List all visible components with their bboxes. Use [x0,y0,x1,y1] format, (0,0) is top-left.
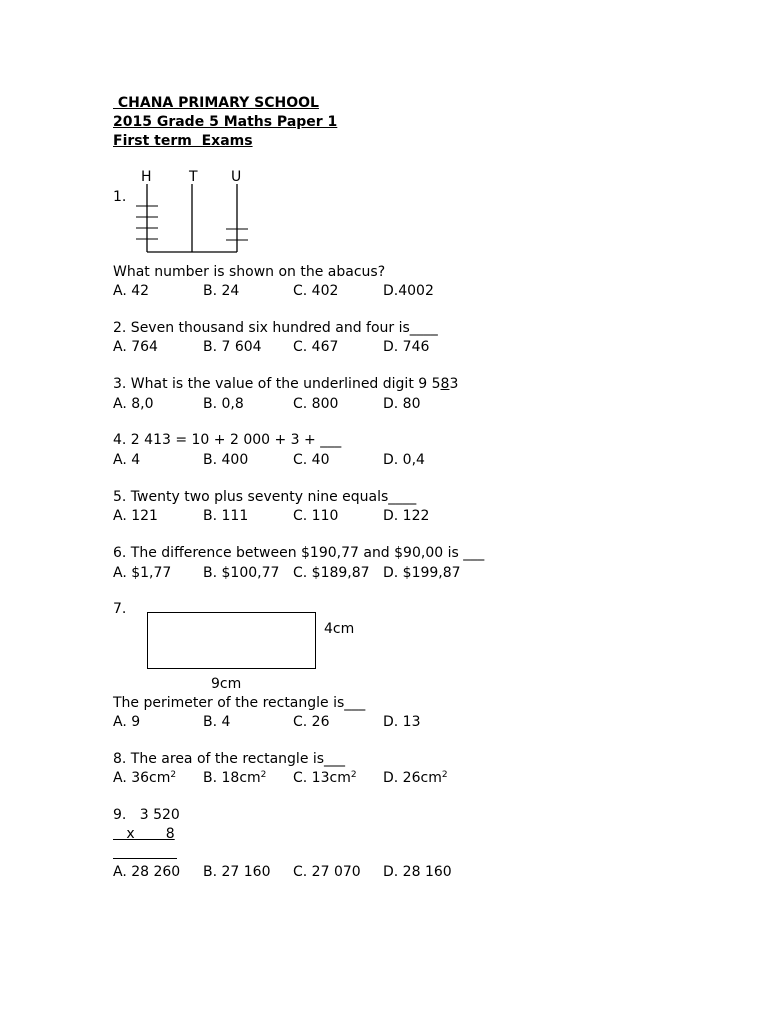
q5-option-b[interactable]: B. 111 [203,508,249,524]
q7-option-a[interactable]: A. 9 [113,714,141,730]
exam-term: First term Exams [113,133,253,149]
rectangle-diagram [147,612,316,669]
q8-option-c-sup: 2 [350,770,357,780]
abacus-label-tens: T [189,169,198,185]
rectangle-height-label: 4cm [324,621,355,637]
q3-question-text: 3. What is the value of the underlined digit 9 5 [113,376,441,392]
q9-option-b[interactable]: B. 27 160 [203,864,271,880]
q9-option-a[interactable]: A. 28 260 [113,864,181,880]
q1-option-c[interactable]: C. 402 [293,283,339,299]
q3-question [113,375,458,393]
q5-option-d[interactable]: D. 122 [383,508,430,524]
q8-option-a-sup: 2 [170,770,177,780]
q2-option-d[interactable]: D. 746 [383,339,430,355]
abacus-diagram [130,168,260,258]
q8-option-c-text: C. 13cm [293,770,351,786]
q4-option-c[interactable]: C. 40 [293,452,330,468]
q4-question: 4. 2 413 = 10 + 2 000 + 3 + ___ [113,432,342,448]
q3-option-d[interactable]: D. 80 [383,396,421,412]
q8-option-a-text: A. 36cm [113,770,171,786]
q2-option-c[interactable]: C. 467 [293,339,339,355]
q3-question-end: 3 [449,376,459,392]
q8-option-d-sup: 2 [441,770,448,780]
q8-option-b[interactable] [203,769,266,787]
q6-option-a[interactable]: A. $1,77 [113,565,172,581]
q9-option-d[interactable]: D. 28 160 [383,864,452,880]
q7-option-b[interactable]: B. 4 [203,714,231,730]
q5-option-a[interactable]: A. 121 [113,508,158,524]
q3-option-b[interactable]: B. 0,8 [203,396,244,412]
q9-multiplicand: 9. 3 520 [113,807,180,823]
q1-option-a[interactable]: A. 42 [113,283,150,299]
q5-question: 5. Twenty two plus seventy nine equals____ [113,489,417,505]
q3-option-c[interactable]: C. 800 [293,396,339,412]
q7-number: 7. [113,601,127,617]
q9-multiplier: x 8 [113,826,175,842]
q8-option-c[interactable] [293,769,357,787]
q8-option-d-text: D. 26cm [383,770,442,786]
abacus-label-hundreds: H [141,169,152,185]
q9-option-c[interactable]: C. 27 070 [293,864,361,880]
q9-answer-line [113,858,177,859]
q1-number: 1. [113,189,127,205]
q4-option-a[interactable]: A. 4 [113,452,141,468]
q2-question: 2. Seven thousand six hundred and four is____ [113,320,438,336]
q2-option-a[interactable]: A. 764 [113,339,158,355]
q6-question: 6. The difference between $190,77 and $90,00 is ___ [113,545,485,561]
rectangle-width-label: 9cm [211,676,242,692]
q4-option-d[interactable]: D. 0,4 [383,452,425,468]
q1-option-b[interactable]: B. 24 [203,283,240,299]
q8-option-a[interactable] [113,769,176,787]
q4-option-b[interactable]: B. 400 [203,452,249,468]
q7-option-c[interactable]: C. 26 [293,714,330,730]
q6-option-b[interactable]: B. $100,77 [203,565,280,581]
q8-option-b-text: B. 18cm [203,770,261,786]
abacus-frame [130,168,260,258]
q3-underlined-digit: 8 [440,376,450,392]
school-name: CHANA PRIMARY SCHOOL [113,95,319,111]
q1-question: What number is shown on the abacus? [113,264,386,280]
q8-question: 8. The area of the rectangle is___ [113,751,346,767]
q3-option-a[interactable]: A. 8,0 [113,396,154,412]
q7-option-d[interactable]: D. 13 [383,714,421,730]
q6-option-c[interactable]: C. $189,87 [293,565,370,581]
abacus-label-units: U [231,169,242,185]
paper-title: 2015 Grade 5 Maths Paper 1 [113,114,338,130]
q7-question: The perimeter of the rectangle is___ [113,695,366,711]
q6-option-d[interactable]: D. $199,87 [383,565,461,581]
q5-option-c[interactable]: C. 110 [293,508,339,524]
q8-option-b-sup: 2 [260,770,267,780]
q8-option-d[interactable] [383,769,448,787]
q2-option-b[interactable]: B. 7 604 [203,339,262,355]
q1-option-d[interactable]: D.4002 [383,283,434,299]
